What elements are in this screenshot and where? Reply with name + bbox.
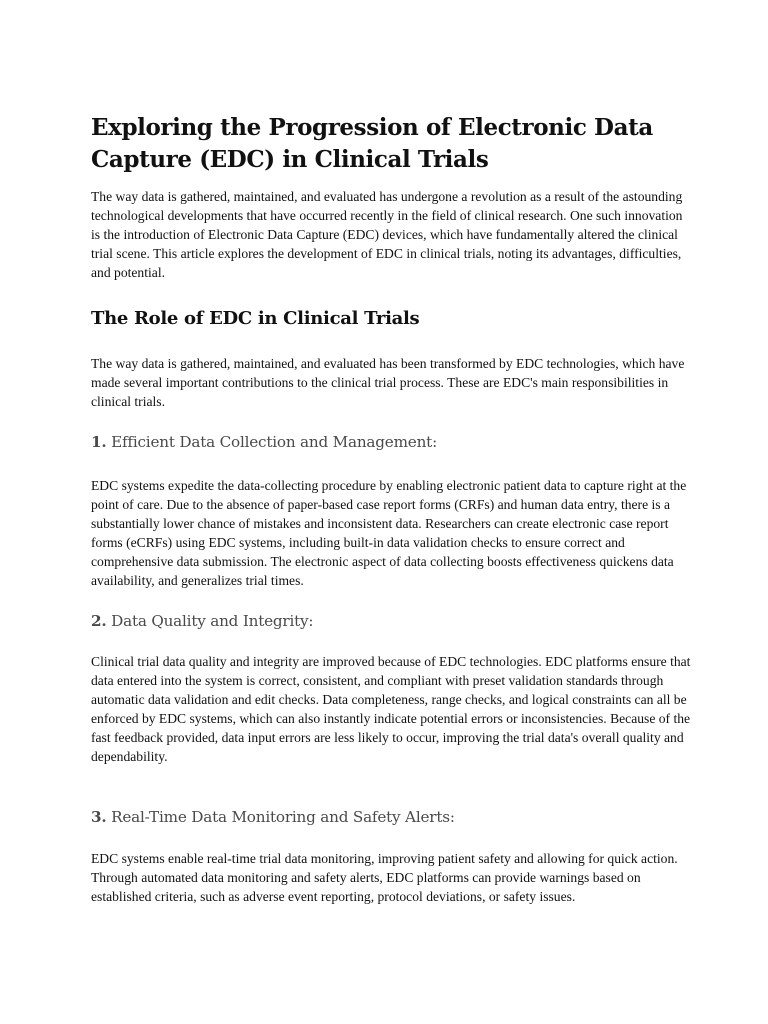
section-intro-paragraph: The way data is gathered, maintained, and evaluated has been transformed by EDC technologies, which have made several important contributions to the clinical trial process. These are EDC's main responsibilities in clinical trials. (91, 356, 685, 409)
subsection-heading-data-collection (91, 431, 691, 453)
subsection-paragraph-real-time-monitoring: EDC systems enable real-time trial data monitoring, improving patient safety and allowing for quick action. Through automated data monitoring and safety alerts, EDC platforms can provide warnings based on established criteria, such as adverse event reporting, protocol deviations, or safety issues. (91, 851, 678, 904)
subsection-title: Real-Time Data Monitoring and Safety Alerts: (111, 808, 455, 826)
section-heading-role-of-edc: The Role of EDC in Clinical Trials (91, 308, 420, 329)
article-title: Exploring the Progression of Electronic Data Capture (EDC) in Clinical Trials (91, 114, 653, 173)
subsection-number: 3. (91, 808, 107, 826)
document-page (91, 112, 691, 906)
subsection-title: Efficient Data Collection and Management: (111, 433, 437, 451)
subsection-title: Data Quality and Integrity: (111, 612, 314, 630)
subsection-number: 2. (91, 612, 107, 630)
subsection-paragraph-data-quality: Clinical trial data quality and integrity are improved because of EDC technologies. EDC platforms ensure that data entered into the system is correct, consistent, and compliant with preset validation standards through automatic data validation and edit checks. Data completeness, range checks, and logical constraints can all be enforced by EDC systems, which can also instantly indicate potential errors or inconsistencies. Because of the fast feedback provided, data input errors are less likely to occur, improving the trial data's overall quality and dependability. (91, 654, 691, 764)
subsection-number: 1. (91, 433, 107, 451)
subsection-paragraph-data-collection: EDC systems expedite the data-collecting procedure by enabling electronic patient data to capture right at the point of care. Due to the absence of paper-based case report forms (CRFs) and human data entry, there is a substantially lower chance of mistakes and inconsistent data. Researchers can create electronic case report forms (eCRFs) using EDC systems, including built-in data validation checks to ensure correct and comprehensive data submission. The electronic aspect of data collecting boosts effectiveness quickens data availability, and generalizes trial times. (91, 478, 687, 588)
article-intro-paragraph: The way data is gathered, maintained, and evaluated has undergone a revolution as a result of the astounding technological developments that have occurred recently in the field of clinical research. One such innovation is the introduction of Electronic Data Capture (EDC) devices, which have fundamentally altered the clinical trial scene. This article explores the development of EDC in clinical trials, noting its advantages, difficulties, and potential. (91, 189, 683, 280)
subsection-heading-real-time-monitoring (91, 806, 691, 828)
subsection-heading-data-quality (91, 610, 691, 632)
